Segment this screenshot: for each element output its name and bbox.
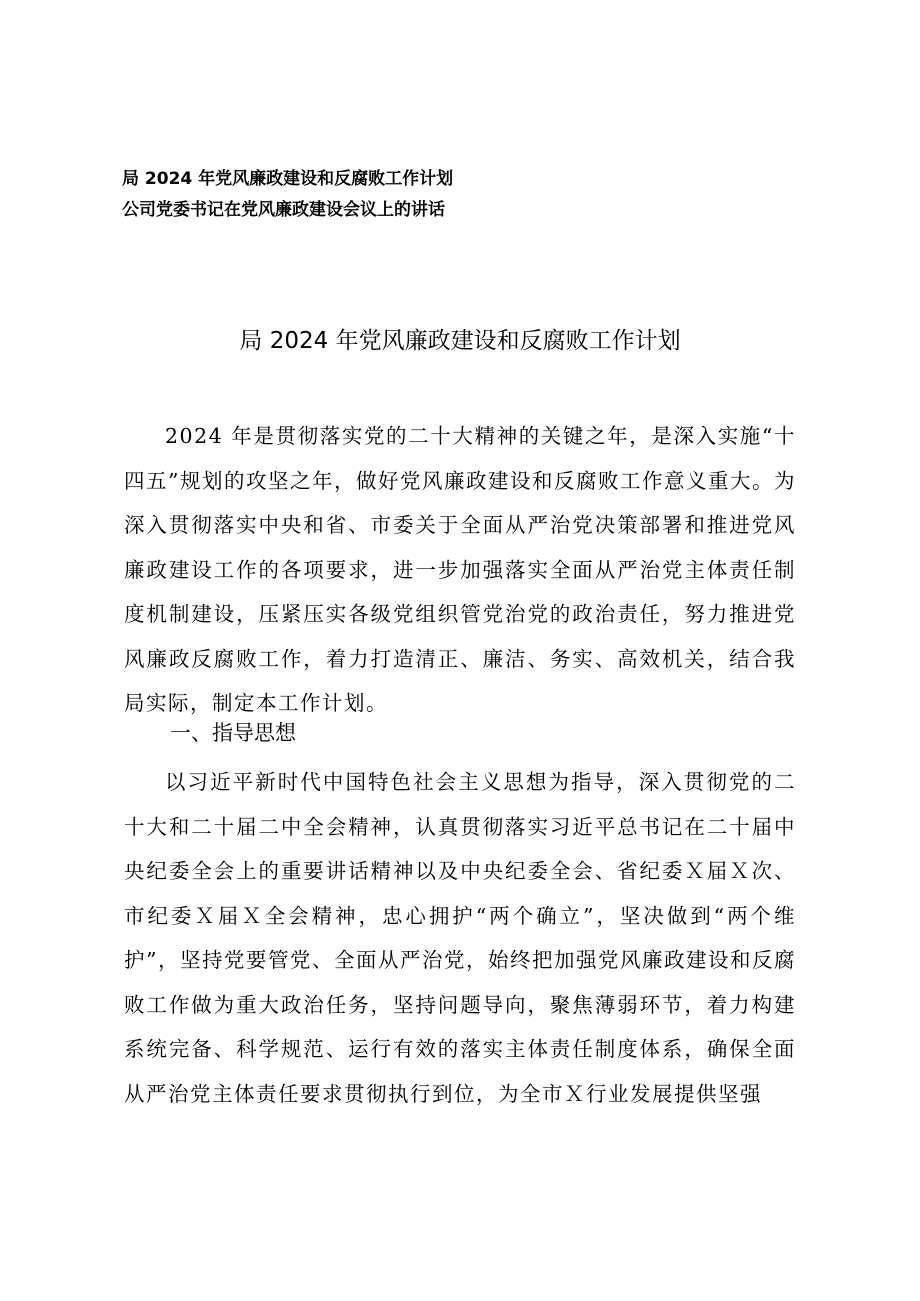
- toc-item-work-plan: 局 2024 年党风廉政建设和反腐败工作计划: [122, 169, 454, 189]
- intro-paragraph: 2024 年是贯彻落实党的二十大精神的关键之年，是深入实施“十四五”规划的攻坚之年，做好党风廉政建设和反腐败工作意义重大。为深入贯彻落实中央和省、市委关于全面从严治党决策部署和推进党风廉政建设工作的各项要求，进一步加强落实全面从严治党主体责任制度机制建设，压紧压实各级党组织管党治党的政治责任，努力推进党风廉政反腐败工作，着力打造清正、廉洁、务实、高效机关，结合我局实际，制定本工作计划。: [124, 424, 796, 715]
- section-heading-guiding-ideology: 一、指导思想: [170, 721, 296, 745]
- document-title: 局 2024 年党风廉政建设和反腐败工作计划: [239, 328, 681, 354]
- toc-item-party-secretary-speech: 公司党委书记在党风廉政建设会议上的讲话: [122, 200, 445, 220]
- guiding-ideology-paragraph: 以习近平新时代中国特色社会主义思想为指导，深入贯彻党的二十大和二十届二中全会精神，认真贯彻落实习近平总书记在二十届中央纪委全会上的重要讲话精神以及中央纪委全会、省纪委Ｘ届Ｘ次、市纪委Ｘ届Ｘ全会精神，忠心拥护“两个确立”，坚决做到“两个维护”，坚持党要管党、全面从严治党，始终把加强党风廉政建设和反腐败工作做为重大政治任务，坚持问题导向，聚焦薄弱环节，着力构建系统完备、科学规范、运行有效的落实主体责任制度体系，确保全面从严治党主体责任要求贯彻执行到位，为全市Ｘ行业发展提供坚强: [124, 770, 796, 1106]
